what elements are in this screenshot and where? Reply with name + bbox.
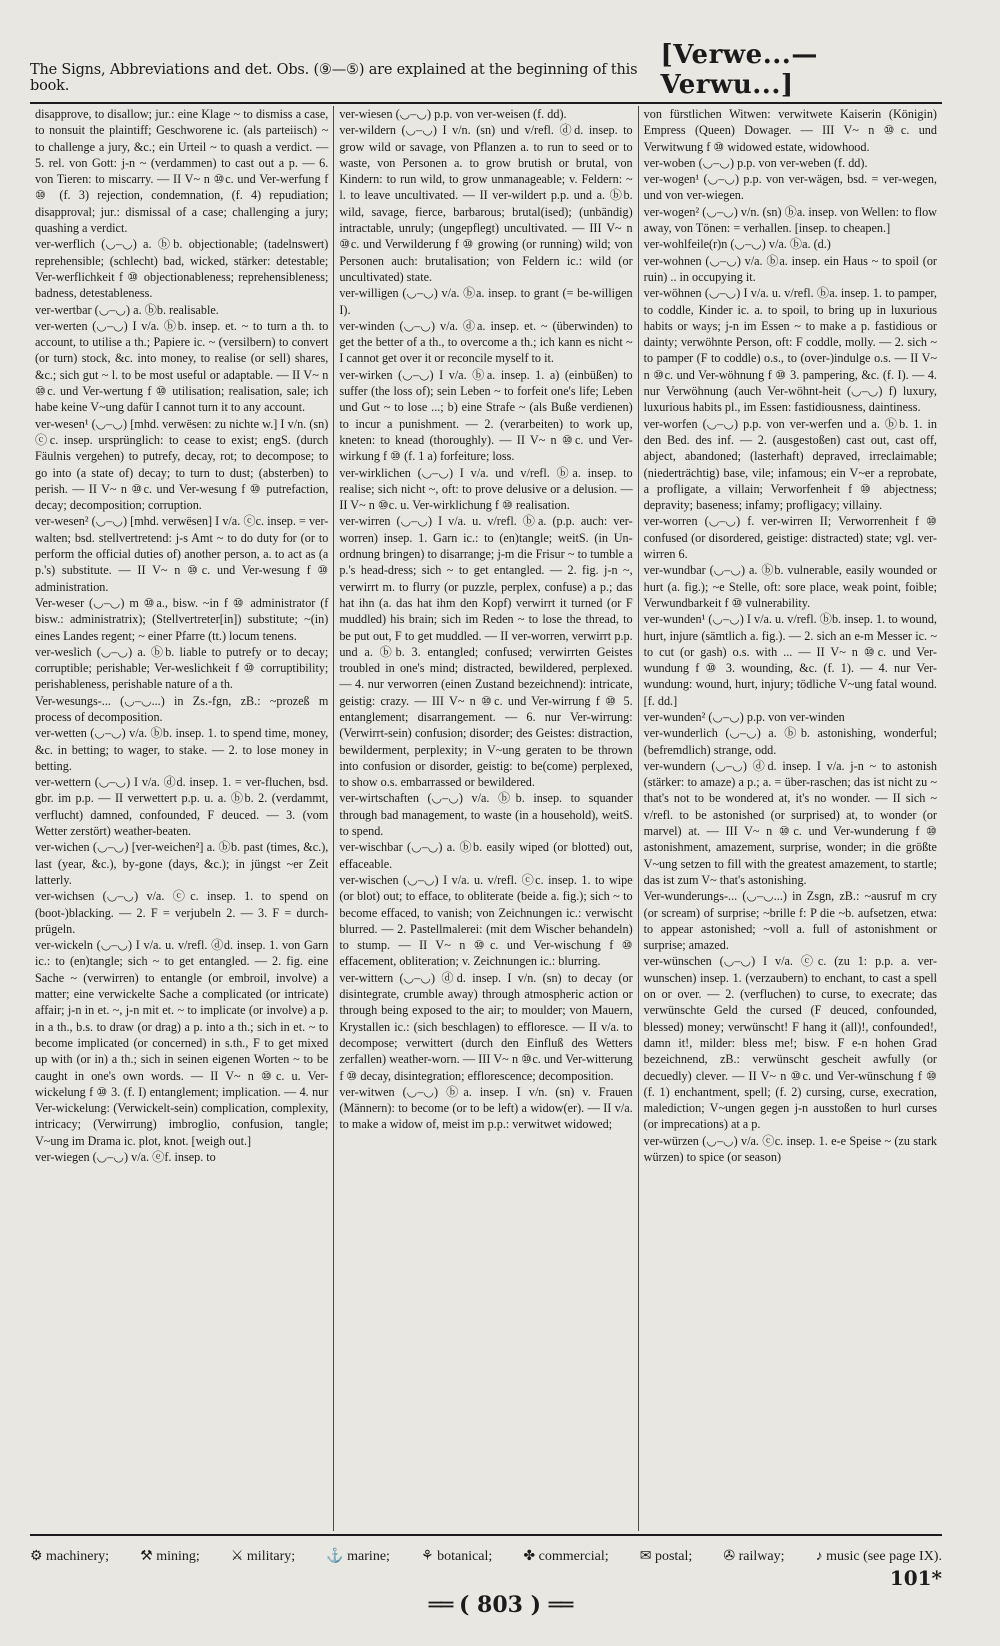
dictionary-entry: von fürstlichen Witwen: verwitwete Kaiserin (Königin) Empress (Queen) Dowager. — III V~ n ⑩c. und Verwitwung f ⑩ widowed estate, widowhood. bbox=[643, 107, 937, 154]
legend-item: ⚘ botanical; bbox=[421, 1549, 493, 1564]
dictionary-entry: ver-worren (◡–◡) f. ver-wirren II; Verworrenheit f ⑩ confused (or disordered, geistige: distracted) state; vgl. ver-wirren 6. bbox=[643, 514, 937, 562]
dictionary-entry: Ver-weser (◡–◡) m ⑩a., bisw. ~in f ⑩ administrator (f bisw.: administratrix); (Stellvertreter[in]) substitute; ~(in) eines Landes regent; ~ einer Pfarre (tt.) locum tenens. bbox=[35, 595, 329, 643]
dictionary-entry: ver-wundern (◡–◡) ⓓd. insep. I v/a. j-n ~ to astonish (stärker: to amaze) a p.; a. = über-raschen; das ist nicht zu ~ that's not to be wondered at, it's no wonder. — II sich ~ v/refl. to be astonished (or surprised) at, to wonder (or marvel) at. — III V~ n ⑩c. und Ver-wunderung f ⑩ astonishment, amazement, surprise, wonder; in die größte V~ung setzen to fill with the greatest amazement, to startle; das ist zum V~ that's astonishing. bbox=[643, 758, 937, 887]
legend-item: ♪ music (see page IX). bbox=[815, 1548, 942, 1564]
dictionary-entry: ver-werflich (◡–◡) a. ⓑb. objectionable; (tadelnswert) reprehensible; (schlecht) bad, wicked, stärker: detestable; Ver-werflichkeit f ⑩ objectionableness; reprehensibleness; badness, detestableness. bbox=[35, 237, 329, 301]
column-middle bbox=[333, 106, 637, 1531]
dictionary-entry: ver-winden (◡–◡) v/a. ⓓa. insep. et. ~ (überwinden) to get the better of a th., to overcome a th.; ich kann es nicht ~ I cannot get over it or reconcile myself to it. bbox=[339, 318, 633, 366]
dictionary-entry: ver-wertbar (◡–◡) a. ⓑb. realisable. bbox=[35, 302, 219, 317]
entry-columns bbox=[30, 106, 942, 1531]
header-note: The Signs, Abbreviations and det. Obs. (⑨—⑤) are explained at the beginning of this book. bbox=[30, 62, 638, 94]
dictionary-entry: ver-wittern (◡–◡) ⓓd. insep. I v/n. (sn) to decay (or disintegrate, crumble away) through atmospheric action or through being exposed to the air; to moulder; von Mauern, Krystallen ic.: (sich beschlagen) to effloresce. — II v/a. to decompose; verwittert (durch den Einfluß des Wetters zerfallen) weather-worn. — III V~ n ⑩c. und Ver-witterung f ⑩ decay, disintegration; efflorescence; decomposition. bbox=[339, 970, 633, 1083]
dictionary-entry: ver-wirren (◡–◡) I v/a. u. v/refl. ⓑa. (p.p. auch: ver-worren) insep. 1. Garn ic.: to (en)tangle; weitS. (in Un-ordnung bringen) to disarrange; j-m die Frisur ~ to tumble a p.'s head-dress; sich ~ to get entangled. — 2. fig. j-n ~, verwirrt m. to flurry (or puzzle, perplex, confuse) a p.; das hat ihn (a. das hat ihm den Kopf) verwirrt it turned (or F muddled) his brain; sich im Reden ~ to lose the thread, to be put out, F to get muddled. — II ver-worren, verwirrt p.p. und a. ⓑb. 3. entangled; confused; verwirrten Geistes troubled in one's mind; distracted, bewildered, perplexed. — 4. nur verworren (einen Zustand bezeichnend): intricate, geistig: crazy. — III V~ n ⑩c. und Ver-wirrung f ⑩ 5. entanglement; disarrangement. — 6. nur Ver-wirrung: (Verwirrt-sein) confusion; disorder; des Geistes: distraction, bewilderment, perplexity; in V~ung geraten to be thrown into confusion or disorder, geistig: to be(come) perplexed, to show o.s. embarrassed or bewildered. bbox=[339, 514, 633, 790]
header-guide-words: [Verwe...—Verwu...] bbox=[660, 40, 818, 100]
legend-item: ⚒ mining; bbox=[140, 1549, 200, 1564]
dictionary-entry: ver-wischen (◡–◡) I v/a. u. v/refl. ⓒc. insep. 1. to wipe (or blot) out; to efface, to obliterate (beide a. fig.); sich ~ to become effaced, to vanish; von Zeichnungen ic.: verwischt blurred. — 2. Pastellmalerei: (mit dem Wischer behandeln) to stump. — II V~ n ⑩c. und Ver-wischung f ⑩ effacement, obliteration; v. Zeichnungen ic.: blurring. bbox=[339, 872, 633, 969]
page-number-text: ( 803 ) bbox=[458, 1592, 542, 1618]
legend-item: ✉ postal; bbox=[639, 1549, 693, 1564]
dictionary-entry: ver-wildern (◡–◡) I v/n. (sn) und v/refl. ⓓd. insep. to grow wild or savage, von Pflanzen a. to run to seed or to waste, von Personen a. to grow brutish or brutal, von Kindern: to run wild, to grow unmanageable; v. Feldern: ~ l. to leave uncultivated. — II ver-wildert p.p. und a. ⓑb. wild, savage, fierce, barbarous; brutal(ised); (unbändig) intractable, unruly; (ungepflegt) uncultivated. — III V~ n ⑩c. und Verwilderung f ⑩ growing (or running) wild; von Personen auch: brutalisation; von Feldern ic.: wild (or uncultivated) state. bbox=[339, 123, 633, 284]
dictionary-entry: ver-weslich (◡–◡) a. ⓑb. liable to putrefy or to decay; corruptible; perishable; Ver-weslichkeit f ⑩ corruptibility; perishableness, perishable nature of a th. bbox=[35, 644, 329, 692]
sheet-signature: 101* bbox=[889, 1566, 942, 1590]
dictionary-entry: Ver-wesungs-... (◡–◡...) in Zs.-fgn, zB.: ~prozeß m process of decomposition. bbox=[35, 693, 329, 724]
dictionary-entry: ver-wohnen (◡–◡) v/a. ⓑa. insep. ein Haus ~ to spoil (or ruin) .. in occupying it. bbox=[643, 253, 937, 284]
dictionary-entry: ver-wundbar (◡–◡) a. ⓑb. vulnerable, easily wounded or hurt (a. fig.); ~e Stelle, oft: sore place, weak point, foible; Verwundbarkeit f ⑩ vulnerability. bbox=[643, 563, 937, 610]
dictionary-entry: ver-würzen (◡–◡) v/a. ⓒc. insep. 1. e-e Speise ~ (zu stark würzen) to spice (or season) bbox=[643, 1133, 937, 1164]
footer-rule bbox=[30, 1534, 942, 1536]
dictionary-entry: ver-wöhnen (◡–◡) I v/a. u. v/refl. ⓑa. insep. 1. to pamper, to coddle, Kinder ic. a. to spoil, to bring up in luxurious habits or ways; j-n im Essen ~ to make a p. fastidious or dainty; verwöhnte Person, oft: F coddle, molly. — 2. sich ~ to pamper (F to coddle) o.s., to (over-)indulge o.s. — II V~ n ⑩c. und Ver-wöhnung f ⑩ 3. pampering, &c. (f. I). — 4. nur Verwöhnung (auch Ver-wöhnt-heit (◡–◡) f) luxury, luxurious habits pl., im Essen: fastidiousness, daintiness. bbox=[643, 286, 937, 415]
dictionary-entry: ver-wesen² (◡–◡) [mhd. verwësen] I v/a. ⓒc. insep. = ver-walten; bsd. stellvertretend: j-s Amt ~ to do duty for (or to perform the official duties of) another person, a. to act as (a p.'s) substitute. — II V~ n ⑩c. und Ver-wesung f ⑩ administration. bbox=[35, 514, 329, 594]
dictionary-entry: ver-wichen (◡–◡) [ver-weichen²] a. ⓑb. past (times, &c.), last (year, &c.), by-gone (days, &c.); in jüngst ~er Zeit latterly. bbox=[35, 840, 329, 887]
dictionary-entry: ver-woben (◡–◡) p.p. von ver-weben (f. dd). bbox=[643, 155, 868, 170]
legend-item: ✤ commercial; bbox=[523, 1549, 609, 1564]
dictionary-entry: ver-wettern (◡–◡) I v/a. ⓓd. insep. 1. = ver-fluchen, bsd. gbr. im p.p. — II verwettert p.p. u. a. ⓑb. 2. (verdammt, verflucht) damned, confounded, F deuced. — 3. (vom Wetter zerstört) weather-beaten. bbox=[35, 775, 329, 839]
dictionary-entry: ver-wunderlich (◡–◡) a. ⓑb. astonishing, wonderful; (befremdlich) strange, odd. bbox=[643, 726, 937, 757]
dictionary-entry: ver-wiegen (◡–◡) v/a. ⓔf. insep. to bbox=[35, 1150, 216, 1164]
dictionary-entry: ver-wirklichen (◡–◡) I v/a. und v/refl. ⓑa. insep. to realise; sich nicht ~, oft: to prove delusive or a delusion. — II V~ n ⑩c. u. Ver-wirklichung f ⑩ realisation. bbox=[339, 465, 633, 513]
page-header bbox=[30, 40, 942, 100]
dictionary-entry: ver-wohlfeile(r)n (◡–◡) v/a. ⓑa. (d.) bbox=[643, 237, 831, 252]
legend-item: ✇ railway; bbox=[723, 1549, 785, 1564]
dictionary-entry: ver-werten (◡–◡) I v/a. ⓑb. insep. et. ~ to turn a th. to account, to utilise a th.; Papiere ic. ~ (versilbern) to convert (or turn) stock, &c. into money, to realise (or sell) shares, &c.; sich gut ~ l. to be most useful or adaptable. — II V~ n ⑩c. und Ver-wertung f ⑩ utilisation; realisation, sale; ich habe keine V~ung dafür I cannot turn it to any account. bbox=[35, 318, 329, 415]
dictionary-entry: ver-worfen (◡–◡) p.p. von ver-werfen und a. ⓑb. 1. in den Bed. des inf. — 2. (ausgestoßen) cast out, cast off, abject, abandoned; (lasterhaft) depraved, irreclaimable; (niederträchtig) base, vile; infamous; ein V~er a reprobate, a profligate, a villain; Verworfenheit f ⑩ abjectness; depravity; baseness; infamy; profligacy; villainy. bbox=[643, 416, 937, 513]
dictionary-entry: ver-wetten (◡–◡) v/a. ⓑb. insep. 1. to spend time, money, &c. in betting; to wager, to stake. — 2. to lose money in betting. bbox=[35, 726, 329, 773]
dictionary-entry: ver-wirken (◡–◡) I v/a. ⓑa. insep. 1. a) (einbüßen) to suffer (the loss of); sein Leben ~ to forfeit one's life; Leben und Gut ~ to lose ...; b) eine Strafe ~ (als Buße verdienen) to incur a punishment. — 2. (verarbeiten) to work up, kneten: to knead (thoroughly). — II V~ n ⑩c. und Ver-wirkung f ⑩ (f. 1 a) forfeiture; loss. bbox=[339, 367, 633, 464]
column-right bbox=[638, 106, 942, 1531]
dictionary-entry: ver-wiesen (◡–◡) p.p. von ver-weisen (f. dd). bbox=[339, 107, 567, 121]
dictionary-entry: ver-wickeln (◡–◡) I v/a. u. v/refl. ⓓd. insep. 1. von Garn ic.: to (en)tangle; sich ~ to get entangled. — 2. fig. eine Sache ~ (verwirren) to entangle (or embroil, involve) a matter; eine verwickelte Sache a complicated (or intricate) affair; j-n in et. ~, j-n mit et. ~ to implicate (or involve) a p. in a th., b.s. to draw (or drag) a p. into a th.; sich in et. ~ to become implicated (or concerned) in s.th., F to get mixed up with (or in) a th.; sich in seinen eigenen Worten ~ to be caught in one's own words. — II V~ n ⑩c. u. Ver-wickelung f ⑩ 3. (f. I) entanglement; implication. — 4. nur Ver-wickelung: (Verwickelt-sein) complication, complexity, intricacy; (Verwirrung) imbroglio, confusion, tangle; V~ung im Drama ic. plot, knot. [weigh out.] bbox=[35, 938, 329, 1148]
page-number: ══ ( 803 ) ══ bbox=[428, 1592, 572, 1618]
dictionary-entry: ver-wogen² (◡–◡) v/n. (sn) ⓑa. insep. von Wellen: to flow away, von Tönen: = verhallen. [insep. to cheapen.] bbox=[643, 204, 937, 236]
dictionary-entry: ver-wunden² (◡–◡) p.p. von ver-winden bbox=[643, 709, 845, 724]
dictionary-entry: ver-witwen (◡–◡) ⓑa. insep. I v/n. (sn) v. Frauen (Männern): to become (or to be left) a widow(er). — II v/a. to make a widow of, meist im p.p.: verwitwet widowed; bbox=[339, 1084, 633, 1132]
legend-item: ⚓ marine; bbox=[326, 1549, 390, 1564]
dictionary-entry: Ver-wunderungs-... (◡–◡...) in Zsgn, zB.: ~ausruf m cry (or scream) of surprise; ~brille f: P die ~b. aufsetzen, etwa: to appear astonished; ~voll a. full of astonishment or surprise; amazed. bbox=[643, 889, 937, 953]
dictionary-entry: ver-wesen¹ (◡–◡) [mhd. verwësen: zu nichte w.] I v/n. (sn) ⓒc. insep. ursprünglich: to cease to exist; engS. (durch Fäulnis vergehen) to putrefy, decay, rot; to decompose; to go into (a state of) decay; to turn to dust; (absterben) to perish. — II V~ n ⑩c. und Ver-wesung f ⑩ putrefaction, decay; decomposition; corruption. bbox=[35, 416, 329, 513]
dictionary-entry: ver-wogen¹ (◡–◡) p.p. von ver-wägen, bsd. = ver-wegen, und von ver-wiegen. bbox=[643, 172, 937, 203]
legend-item: ⚔ military; bbox=[230, 1549, 296, 1564]
column-left bbox=[30, 106, 333, 1531]
symbol-legend bbox=[30, 1548, 942, 1565]
dictionary-entry: ver-wunden¹ (◡–◡) I v/a. u. v/refl. ⓑb. insep. 1. to wound, hurt, injure (sämtlich a. fig.). — 2. sich an e-m Messer ic. ~ to cut (or gash) o.s. with ... — II V~ n ⑩c. und Ver-wundung f ⑩ 3. wounding, &c. (f. 1). — 4. nur Ver-wundung: wound, hurt, injury; tödliche V~ung fatal wound. [f. dd.] bbox=[643, 612, 937, 708]
dictionary-entry: ver-wirtschaften (◡–◡) v/a. ⓑb. insep. to squander through bad management, to waste (in a household), weitS. to spend. bbox=[339, 791, 633, 839]
legend-item: ⚙ machinery; bbox=[30, 1549, 110, 1564]
dictionary-entry: ver-wünschen (◡–◡) I v/a. ⓒc. (zu 1: p.p. a. ver-wunschen) insep. 1. (verzaubern) to enchant, to cast a spell on or over. — 2. (verfluchen) to curse, to execrate; das verwünschte Geld the cursed (F deuced, confounded, blessed) money; verwünscht! F hang it (all)!, confounded!, damn it!, milder: bless me!; bisw. F e-n hohen Grad bezeichnend, zB.: verwünscht gescheit awfully (or decuedly) clever. — II V~ n ⑩c. und Ver-wünschung f ⑩ (f. 1) enchantment, spell; (f. 2) cursing, curse, execration, malediction; V~ungen gegen j-n ausstoßen to hurl curses (or imprecations) at a p. bbox=[643, 954, 937, 1132]
dictionary-entry: ver-wischbar (◡–◡) a. ⓑb. easily wiped (or blotted) out, effaceable. bbox=[339, 840, 633, 871]
dictionary-entry: ver-willigen (◡–◡) v/a. ⓑa. insep. to grant (= be-willigen I). bbox=[339, 286, 633, 317]
dictionary-entry: ver-wichsen (◡–◡) v/a. ⓒc. insep. 1. to spend on (boot-)blacking. — 2. F = verjubeln 2. — 3. F = durch-prügeln. bbox=[35, 889, 329, 936]
dictionary-entry: disapprove, to disallow; jur.: eine Klage ~ to dismiss a case, to nonsuit the plaintiff; Geschworene ic. (als parteiisch) ~ to challenge a jury, &c.; ein Urteil ~ to quash a verdict. — 5. rel. von Gott: j-n ~ (verdammen) to cast out a p. — 6. von Tieren: to miscarry. — II V~ n ⑩c. und Ver-werfung f ⑩ (f. 3) rejection, condemnation, (f. 4) repudiation; disapproval; jur.: dismissal of a case; challenging a jury; quashing a verdict. bbox=[35, 107, 329, 236]
header-rule bbox=[30, 102, 942, 104]
